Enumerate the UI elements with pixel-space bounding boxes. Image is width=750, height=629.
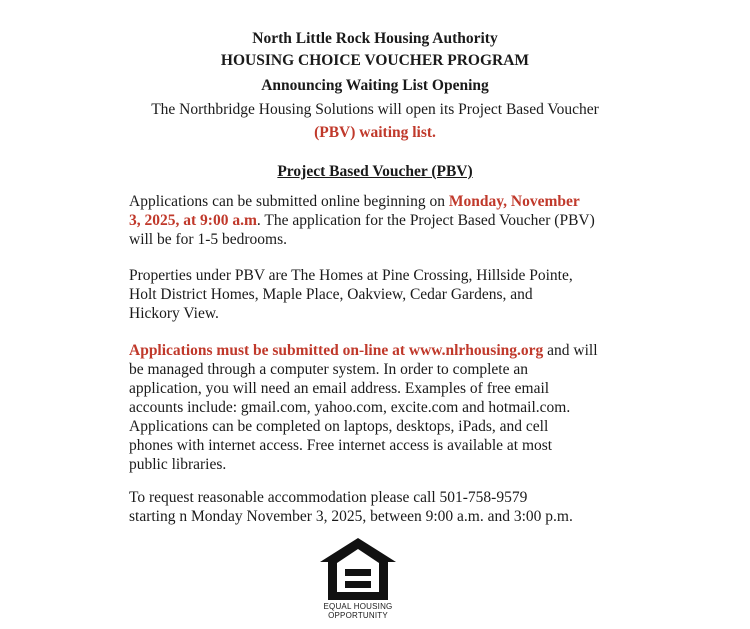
online-application-paragraph — [129, 341, 629, 474]
accommodation-paragraph — [129, 488, 629, 526]
agency-name: North Little Rock Housing Authority — [252, 30, 498, 47]
para1-line2-text: . The application for the Project Based Voucher (PBV) — [256, 212, 595, 229]
para4-line2: starting n Monday November 3, 2025, between 9:00 a.m. and 3:00 p.m. — [129, 508, 573, 525]
para1-line2 — [129, 211, 629, 230]
para4-line1: To request reasonable accommodation please call 501-758-9579 — [129, 489, 528, 506]
equal-housing-house-icon — [318, 536, 398, 602]
announcement-heading: Announcing Waiting List Opening — [261, 77, 489, 94]
para2-line2: Holt District Homes, Maple Place, Oakview, Cedar Gardens, and — [129, 286, 533, 303]
intro-highlight: (PBV) waiting list. — [314, 124, 436, 141]
online-requirement-highlight: Applications must be submitted on-line at www.nlrhousing.org — [129, 342, 544, 359]
equal-housing-caption-2: OPPORTUNITY — [328, 611, 388, 620]
para3-line3: application, you will need an email address. Examples of free email — [129, 380, 550, 397]
equal-housing-caption-1: EQUAL HOUSING — [323, 602, 393, 611]
para3-line2: be managed through a computer system. In order to complete an — [129, 361, 528, 378]
program-title: HOUSING CHOICE VOUCHER PROGRAM — [220, 52, 530, 69]
para3-line6: phones with internet access. Free internet access is available at most — [129, 437, 553, 454]
para1-date-highlight-2: 3, 2025, at 9:00 a.m — [129, 212, 257, 229]
intro-line: The Northbridge Housing Solutions will open its Project Based Voucher — [151, 101, 599, 118]
para3-line7: public libraries. — [129, 456, 227, 473]
para3-line1 — [129, 341, 629, 360]
para1-line3: will be for 1-5 bedrooms. — [129, 231, 287, 248]
para3-line4: accounts include: gmail.com, yahoo.com, excite.com and hotmail.com. — [129, 399, 571, 416]
application-date-paragraph — [129, 192, 629, 249]
para3-line1-text: and will — [543, 342, 598, 359]
para2-line1: Properties under PBV are The Homes at Pine Crossing, Hillside Pointe, — [129, 267, 573, 284]
para3-line5: Applications can be completed on laptops, desktops, iPads, and cell — [129, 418, 549, 435]
para2-line3: Hickory View. — [129, 305, 219, 322]
para1-line1-text: Applications can be submitted online beginning on — [129, 193, 449, 210]
section-title: Project Based Voucher (PBV) — [277, 163, 473, 180]
para1-line1 — [129, 192, 629, 211]
properties-paragraph — [129, 266, 629, 323]
para1-date-highlight-1: Monday, November — [448, 193, 580, 210]
